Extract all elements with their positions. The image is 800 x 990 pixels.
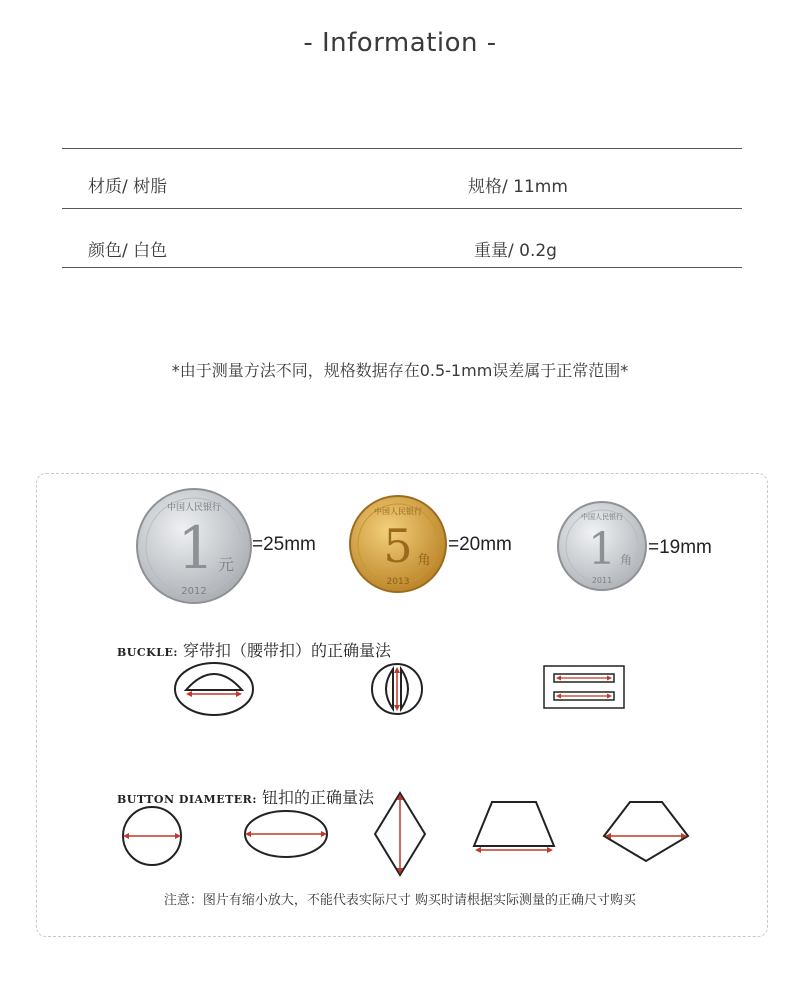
buckle-heading-zh: 穿带扣（腰带扣）的正确量法 <box>182 641 391 660</box>
coin-1j-year: 2011 <box>591 576 613 585</box>
svg-text:中国人民银行: 中国人民银行 <box>166 503 222 513</box>
table-top-rule <box>62 148 742 149</box>
buckle-oval-diagram <box>172 660 256 718</box>
spec-color: 颜色/ 白色 <box>88 241 168 261</box>
coin-1-unit: 元 <box>217 555 235 574</box>
table-bottom-rule <box>62 267 742 268</box>
svg-text:中国人民银行: 中国人民银行 <box>581 513 623 521</box>
coin-5-diameter: =20mm <box>448 534 512 555</box>
buckle-rectangle-diagram <box>542 664 626 710</box>
buckle-heading-en: BUCKLE: <box>117 646 178 659</box>
svg-text:中国人民银行: 中国人民银行 <box>374 507 422 516</box>
button-heading-zh: 钮扣的正确量法 <box>261 788 374 807</box>
page-title: - Information - <box>303 28 497 58</box>
button-trapezoid-diagram <box>472 800 556 856</box>
coin-1j-diameter: =19mm <box>648 537 712 558</box>
button-gem-diagram <box>600 800 692 864</box>
coin-1-yuan <box>134 486 254 606</box>
button-oval-diagram <box>242 808 330 860</box>
button-diamond-diagram <box>372 790 428 878</box>
buckle-heading <box>117 638 391 661</box>
table-middle-rule <box>62 208 742 209</box>
coin-5-jiao <box>348 494 448 594</box>
tolerance-note: *由于测量方法不同，规格数据存在0.5-1mm误差属于正常范围* <box>171 361 629 380</box>
size-disclaimer: 注意：图片有缩小放大，不能代表实际尺寸 购买时请根据实际测量的正确尺寸购买 <box>163 893 637 908</box>
coin-1j-unit: 角 <box>619 553 633 567</box>
coin-5-unit: 角 <box>417 553 431 568</box>
coin-1-jiao <box>556 500 648 592</box>
button-circle-diagram <box>120 804 184 868</box>
buckle-round-diagram <box>369 661 425 717</box>
spec-size: 规格/ 11mm <box>468 177 568 197</box>
coin-1j-face: 1 <box>588 524 616 575</box>
spec-material: 材质/ 树脂 <box>88 177 168 197</box>
coin-1-year: 2012 <box>181 586 207 597</box>
button-heading-en: BUTTON DIAMETER: <box>117 793 257 806</box>
coin-1-diameter: =25mm <box>252 534 316 555</box>
spec-weight: 重量/ 0.2g <box>474 241 557 261</box>
coin-5-face: 5 <box>383 519 413 573</box>
coin-1-face: 1 <box>177 514 215 582</box>
coin-5-year: 2013 <box>386 577 410 587</box>
